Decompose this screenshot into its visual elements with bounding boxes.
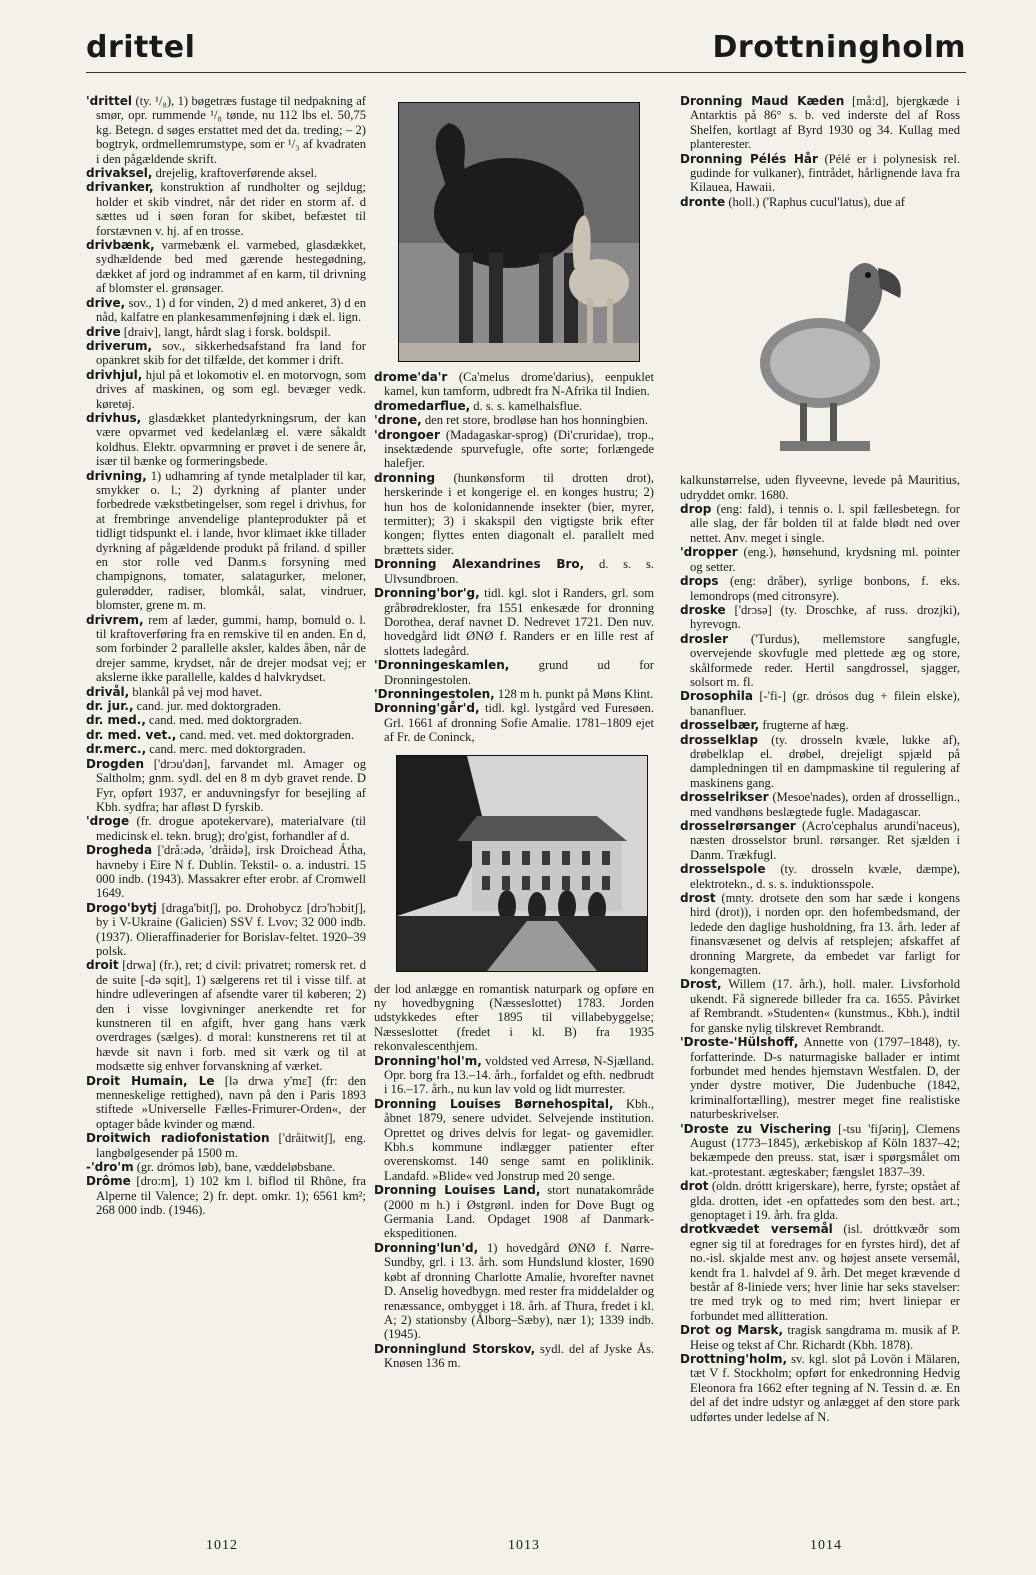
entry-text: ['dråitwitʃ], eng. langbølgesender på 1500 m. xyxy=(96,1131,366,1160)
dictionary-entry xyxy=(374,399,654,413)
entry-text: [lə drwa y'mɛ̃] (fr: den menneskelige rettighed), navn på den i Paris 1893 stiftede »Universelle Fælles-Frimurer-Orden«, der optager både kvinder og mænd. xyxy=(96,1073,367,1131)
dictionary-entry xyxy=(86,180,366,238)
entry-text: [drwa] (fr.), ret; d civil: privatret; romersk ret. d de suite [-də sqit], 1) sælgerens ret til i visse tilf. at hindre udleveringen af afsendte varer til køberen; 2) den i visse lovgivninger anerkendte ret for kunstneren til en afgift, hver gang hans værk overdrages (sælges). d moral: kunstnerens ret til at hævde sit navn i forb. med sit værk og til at modsætte sig enhver forvanskning af værket. xyxy=(96,958,366,1074)
entry-headword: drivål, xyxy=(86,684,130,699)
entry-text: sydl. del af Jyske Ås. Knøsen 136 m. xyxy=(384,1341,654,1371)
entry-text: [dro:m], 1) 102 km l. biflod til Rhône, fra Alperne til Valence; 2) fr. dept. omkr. 1); 6561 km²; 268 000 indb. (1946). xyxy=(96,1174,366,1218)
entry-text: Kbh., åbnet 1879, senere udvidet. Selvejende institution. Oprettet og drives delvis for legat- og gavemidler. Kbh.s kommune indlægger patienter efter overenskomst. 140 senge samt en poliklinik. Landafd. »Blide« ved Jonstrup med 20 senge. xyxy=(384,1096,654,1183)
dictionary-entry xyxy=(680,1179,960,1222)
entry-headword: 'dropper xyxy=(680,545,738,560)
entry-headword: drosselklap xyxy=(680,732,759,747)
dictionary-entry xyxy=(680,473,960,502)
entry-text: (ty. drosseln kvæle, dæmpe), elektrotekn., d. s. s. induktionsspole. xyxy=(690,862,960,891)
dictionary-entry xyxy=(680,891,960,977)
dictionary-entry xyxy=(680,574,960,603)
entry-headword: drosler xyxy=(680,631,729,646)
entry-text: Annette von (1797–1848), ty. forfatterinde. D-s naturmagiske ballader er intimt forbundet med hendes hjemstavn Westfalen. D, der ynder dystre motiver, Die Judenbuche (1842, kriminalfortælling), mestrer meget fine realistiske naturbeskrivelser. xyxy=(690,1035,960,1122)
dictionary-entry xyxy=(374,557,654,586)
entry-text: tidl. kgl. lystgård ved Furesøen. Grl. 1661 af dronning Sofie Amalie. 1781–1809 ejet af Fr. de Coninck, xyxy=(384,701,654,745)
dictionary-entry xyxy=(86,958,366,1073)
entry-headword: dr. jur., xyxy=(86,699,134,714)
dictionary-entry xyxy=(86,1160,366,1174)
dictionary-entry xyxy=(86,1174,366,1217)
dictionary-entry xyxy=(680,152,960,195)
entry-headword: drivanker, xyxy=(86,180,154,195)
dictionary-entry xyxy=(86,411,366,469)
entry-headword: dronte xyxy=(680,194,726,209)
entry-text: (Madagaskar-sprog) (Di'cruridae), trop., insektædende spurvefugle, ofte sorte; forlængede halefjer. xyxy=(384,427,654,471)
dodo-photo xyxy=(740,213,910,463)
column-3 xyxy=(680,94,960,1424)
entry-headword: 'Droste zu Vischering xyxy=(680,1121,832,1136)
entry-text: [må:d], bjergkæde i Antarktis på 86° s. b. ved inderste del af Ross Shelfen, kortlagt af Byrd 1930 og 34. Kullag med planterester. xyxy=(690,94,960,152)
entry-text: [draga'bitʃ], po. Drohobycz [drɔ'hɔbitʃ], by i V-Ukraine (Galicien) SSV f. Lvov; 32 000 indb. (1937). Olieraffinaderier for Borislav-feltet. 1920–39 polsk. xyxy=(96,900,366,958)
entry-headword: Drot og Marsk, xyxy=(680,1323,784,1338)
entry-headword: dronning xyxy=(374,470,436,485)
entry-text: voldsted ved Arresø, N-Sjælland. Opr. borg fra 13.–14. årh., forfaldet og efth. nedbrudt i 16.–17. årh., nu kun lav vold og lidt murrester. xyxy=(384,1053,654,1097)
dictionary-entry xyxy=(374,1241,654,1342)
column-1 xyxy=(86,94,366,1218)
entry-text: sov., sikkerhedsafstand fra land for opankret skib for det tilfælde, det kommer i drift. xyxy=(96,338,366,368)
entry-headword: drive, xyxy=(86,295,126,310)
dictionary-entry xyxy=(86,1074,366,1132)
page-number-center: 1013 xyxy=(508,1538,540,1553)
entry-headword: drome'da'r xyxy=(374,370,448,384)
dictionary-entry xyxy=(680,94,960,152)
dictionary-entry xyxy=(680,1352,960,1424)
dictionary-entry xyxy=(86,699,366,713)
entry-headword: Droitwich radiofonistation xyxy=(86,1131,270,1146)
running-head-left: drittel xyxy=(86,30,196,65)
entry-headword: drosselspole xyxy=(680,862,766,877)
entry-headword: Drogheda xyxy=(86,843,153,858)
dictionary-entry xyxy=(374,982,654,1054)
dictionary-entry xyxy=(374,471,654,557)
dromedary-photo xyxy=(398,102,640,362)
entry-headword: Dronning Maud Kæden xyxy=(680,94,845,108)
dictionary-entry xyxy=(680,1122,960,1180)
entry-text: blankål på vej mod havet. xyxy=(129,684,263,699)
entry-text: (Acro'cephalus arundi'naceus), næsten drosselstor brunl. rørsanger. Ret sjælden i Danm. Trækfugl. xyxy=(690,819,960,862)
entry-text: [-'fi-] (gr. drósos dug + filein elske), bananfluer. xyxy=(690,689,960,718)
page-number-left: 1012 xyxy=(206,1538,238,1553)
dictionary-entry xyxy=(374,428,654,471)
entry-text: (Ca'melus drome'darius), eenpuklet kamel, kun tamform, udbredt fra N-Afrika til Indien. xyxy=(384,370,654,399)
entry-headword: drop xyxy=(680,502,712,517)
entry-headword: 'Dronningestolen, xyxy=(374,686,495,701)
entry-headword: droit xyxy=(86,958,119,973)
dictionary-entry xyxy=(374,370,654,399)
header-rule xyxy=(86,72,966,73)
dictionary-entry xyxy=(680,1323,960,1352)
entry-headword: drosselrørsanger xyxy=(680,819,796,833)
dictionary-entry xyxy=(374,687,654,701)
entry-headword: driverum, xyxy=(86,338,153,353)
dictionary-entry xyxy=(86,713,366,727)
entry-text: 1) hovedgård ØNØ f. Nørre-Sundby, grl. i 13. årh. som Hundslund kloster, 1690 købt af dronning Charlotte Amalie, hvorefter navnet D. Anselig hovedbygn. med rester fra middelalder og renæssance, ombygget i 18. årh. af Thura, fredet i kl. A; 2) stationsby (Ålborg–Sæby), nær 1); 1339 indb. (1945). xyxy=(384,1240,654,1342)
dictionary-entry xyxy=(86,296,366,325)
dictionary-entry xyxy=(86,238,366,296)
entry-headword: drops xyxy=(680,574,719,589)
entry-text: (hunkønsform til drotten drot), herskerinde i et kongerige el. en konges hustru; 2) hun hos de kolonidannende insekter (bier, myrer, termitter); 3) i skakspil den vigtigste brik efter kongen; flyttes enten diagonalt el. parallelt med brættets sider. xyxy=(384,470,654,557)
entry-text: varmebænk el. varmebed, glasdækket, sydhældende bed med gærende hestegødning, dækket af jord og indrammet af en karm, til drivning af blomster el. grønsager. xyxy=(96,238,366,296)
entry-headword: drivhus, xyxy=(86,410,142,425)
entry-headword: Dronning'bor'g, xyxy=(374,586,480,601)
entry-text: [draiv], langt, hårdt slag i forsk. boldspil. xyxy=(120,324,331,339)
entry-text: ['drå:ədə, 'dråidə], irsk Droichead Átha, havneby i Eire N f. Dublin. Tekstil- o. a. industri. 15 000 indb. (1943). Massakrer efter erobr. af Cromwell 1649. xyxy=(96,843,366,901)
entry-text: Willem (17. årh.), holl. maler. Livsforhold ukendt. Få signerede billeder fra ca. 1655. Påvirket af Rembrandt. »Studenten« (kunstmus., Kbh.), indtil for ganske nylig tilskrevet Rembrandt. xyxy=(690,977,960,1035)
entry-headword: Drosophila xyxy=(680,689,753,704)
entry-headword: Dronninglund Storskov, xyxy=(374,1341,536,1356)
entry-headword: 'drongoer xyxy=(374,427,440,442)
entry-text: d. s. s. kamelhalsflue. xyxy=(470,398,583,413)
entry-headword: drosselbær, xyxy=(680,718,760,733)
entry-headword: 'Droste-'Hülshoff, xyxy=(680,1035,799,1050)
entry-headword: droske xyxy=(680,602,726,617)
entry-headword: Dronning Pélés Hår xyxy=(680,151,818,166)
entry-text: (isl. dróttkvæðr som egner sig til at foredrages for en fyrstes hird), det af no.-isl. skjalde mest anv. og højest ansete versemål, kendt fra 1. halvdel af 9. årh. Det meget krævende d består af 8-liniede vers; hver linie har seks stavelser: tre med tryk og to med rim; hvert liniepar er forbundet med allitteration. xyxy=(690,1222,960,1323)
entry-headword: Dronning Louises Børnehospital, xyxy=(374,1096,614,1111)
entry-text: (oldn. dróttt krigerskare), herre, fyrste; opstået af glda. drotten, idet -en opfattedes som den best. art.; genoptaget i 19. årh. fra glda. xyxy=(690,1179,960,1222)
dictionary-entry xyxy=(680,1035,960,1121)
dictionary-entry xyxy=(86,757,366,815)
entry-headword: Dronning Louises Land, xyxy=(374,1183,541,1198)
page-number-right: 1014 xyxy=(810,1538,842,1553)
entry-text: (Mesoe'nades), orden af drossellign., med vandhøns beslægtede fugle. Madagascar. xyxy=(690,790,960,819)
dictionary-entry xyxy=(86,728,366,742)
dictionary-entry xyxy=(680,819,960,862)
entry-text: rem af læder, gummi, hamp, bomuld o. l. til kraftoverføring fra en remskive til en anden. En d, som forbinder 2 parallelle aksler, kaldes åben, når de drejer samme, krydset, når de drejer modsat vej; er akslerne ikke parallelle, kaldes d halvkrydset. xyxy=(96,612,366,685)
entry-text: d. s. s. Ulvsundbroen. xyxy=(384,557,654,586)
entry-text: (fr. drogue apotekervare), materialvare (til medicinsk el. tekn. brug); dro'gist, forhandler af d. xyxy=(96,814,366,843)
entry-headword: Drogden xyxy=(86,756,144,771)
entry-text: stort nunatakområde (2000 m h.) i Østgrønl. inden for Dove Bugt og Germania Land. Opdaget 1908 af Danmark-ekspeditionen. xyxy=(384,1183,654,1241)
entry-headword: drot xyxy=(680,1179,709,1194)
entry-headword: Dronning'lun'd, xyxy=(374,1240,479,1255)
running-head-right: Drottningholm xyxy=(712,30,966,65)
entry-text: (Pélé er i polynesisk rel. gudinde for vulkaner), fintrådet, hårlignende lava fra Kilauea, Hawaii. xyxy=(690,151,960,195)
entry-headword: dr. med., xyxy=(86,713,146,728)
entry-headword: 'Dronningeskamlen, xyxy=(374,658,510,673)
dictionary-entry xyxy=(680,733,960,791)
dictionary-entry xyxy=(86,613,366,685)
entry-text: sov., 1) d for vinden, 2) d med ankeret, 3) d en nåd, kalfatre en plankesammenføjning i dæk el. lign. xyxy=(96,295,366,325)
dictionary-entry xyxy=(86,339,366,368)
entry-text: cand. med. med doktorgraden. xyxy=(145,713,302,728)
entry-text: cand. med. vet. med doktorgraden. xyxy=(176,727,355,742)
entry-text: der lod anlægge en romantisk naturpark og opføre en ny hovedbygning (Næsseslottet) 1783. Jorden udstykkedes efter 1895 til villabebyggelse; Næsseslottet (fredet i kl. B) fra 1935 rekonvalescenthjem. xyxy=(374,981,654,1054)
dictionary-entry xyxy=(86,742,366,756)
entry-headword: dr.merc., xyxy=(86,742,147,757)
entry-text: kalkunstørrelse, uden flyveevne, levede på Mauritius, udryddet omkr. 1680. xyxy=(680,473,960,502)
dictionary-entry xyxy=(680,502,960,545)
entry-text: (eng: dråber), syrlige bonbons, f. eks. lemondrops (med citronsyre). xyxy=(690,574,960,603)
entry-text: 128 m h. punkt på Møns Klint. xyxy=(494,686,654,701)
dictionary-entry xyxy=(374,1054,654,1097)
dronninggaard-photo xyxy=(396,755,648,972)
entry-headword: Drôme xyxy=(86,1174,131,1189)
entry-headword: Droit Humain, Le xyxy=(86,1073,215,1088)
entry-headword: Dronning Alexandrines Bro, xyxy=(374,557,585,572)
dictionary-entry xyxy=(86,166,366,180)
entry-headword: drivhjul, xyxy=(86,367,143,382)
dictionary-entry xyxy=(86,325,366,339)
entry-text: 1) udhamring af tynde metalplader til kar, smykker o. l.; 2) dyrkning af planter under forbedrede vækstbetingelser, som regel i drivhus, for at frembringe anvendelige planteprodukter på et tidligt tidspunkt el. i lande, hvor klimaet ikke tillader dyrkning af pågældende produkt på friland. d spiller en stor rolle ved Danm.s forsyning med champignons, tomater, salatagurker, meloner, gulerødder, radiser, blomkål, salat, vindruer, blomster, grene m. m. xyxy=(96,468,366,613)
dictionary-entry xyxy=(86,843,366,901)
entry-headword: drost xyxy=(680,891,716,906)
entry-text: konstruktion af rundholter og sejldug; holder et skib vindret, når det rider en storm af. d sættes ud i søen foran for skibet, befæstet til forstævnen v. hj. af en trosse. xyxy=(96,180,366,238)
entry-text: grund ud for Dronningestolen. xyxy=(384,658,654,687)
entry-headword: drivrem, xyxy=(86,612,144,627)
entry-text: (ty. ¹/₈), 1) bøgetræs fustage til nedpakning af smør, opr. rummende ¹/₈ tønde, nu 112 lbs el. 50,75 kg. Betegn. d søges erstattet med det da. treding; – 2) bogtryk, ordmellemrumstype, som er ¹/₃ af kvadraten i den pågældende skrift. xyxy=(96,94,366,166)
entry-headword: Drost, xyxy=(680,977,722,992)
dictionary-entry xyxy=(680,632,960,690)
dictionary-entry xyxy=(374,701,654,744)
dictionary-entry xyxy=(374,1342,654,1371)
entry-text: (mnty. drotsete den som har sæde i kongens hird (drot)), i norden opr. den hofembedsmand, der ledede den daglige husholdning, fra 13. årh. leder af finansvæsenet og delvis af retsplejen; afskaffet af dronning Margrete, da embedet var farligt for kongemagten. xyxy=(690,891,960,978)
dictionary-entry xyxy=(86,94,366,166)
entry-text: frugterne af hæg. xyxy=(759,718,849,733)
entry-headword: Drottning'holm, xyxy=(680,1352,788,1367)
entry-text: (eng.), hønsehund, krydsning ml. pointer og setter. xyxy=(690,545,960,574)
dictionary-entry xyxy=(374,413,654,427)
entry-headword: drotkvædet versemål xyxy=(680,1222,833,1237)
column-2 xyxy=(374,94,654,1371)
dictionary-entry xyxy=(680,790,960,819)
entry-headword: Drogo'bytj xyxy=(86,900,157,915)
entry-headword: 'drittel xyxy=(86,94,133,108)
dictionary-entry xyxy=(86,901,366,959)
entry-text: (eng: fald), i tennis o. l. spil fællesbetegn. for alle slag, der får bolden til at falde blødt ned over nettet. Anv. meget i single. xyxy=(690,502,960,545)
entry-headword: Dronning'hol'm, xyxy=(374,1053,482,1068)
entry-headword: 'drone, xyxy=(374,413,422,428)
dictionary-entry xyxy=(680,718,960,732)
dictionary-entry xyxy=(374,1097,654,1183)
entry-headword: drivaksel, xyxy=(86,166,153,181)
dictionary-entry xyxy=(680,689,960,718)
dictionary-entry xyxy=(86,469,366,613)
entry-headword: drivbænk, xyxy=(86,238,155,253)
dictionary-entry xyxy=(680,195,960,209)
entry-text: hjul på et lokomotiv el. en motorvogn, som drives af maskinen, og som egl. bevæger vedk. køretøj. xyxy=(96,367,366,411)
dictionary-entry xyxy=(680,545,960,574)
entry-headword: dromedarflue, xyxy=(374,398,471,413)
entry-text: (ty. drosseln kvæle, lukke af), drøbelklap el. drøbel, drejeligt spjæld på dampledningen til en dampmaskine til regulering af maskinens gang. xyxy=(690,732,960,790)
entry-text: den ret store, brodløse han hos honningbien. xyxy=(421,413,648,428)
entry-text: (gr. drómos løb), bane, væddeløbsbane. xyxy=(133,1160,336,1175)
dictionary-entry xyxy=(374,1183,654,1241)
dictionary-entry xyxy=(374,586,654,658)
dictionary-entry xyxy=(680,862,960,891)
entry-text: (holl.) ('Raphus cucul'latus), due af xyxy=(725,194,905,209)
entry-text: ['drɔsə] (ty. Droschke, af russ. drozjki), hyrevogn. xyxy=(690,602,960,632)
entry-text: glasdækket plantedyrkningsrum, der kan være opvarmet ved kedelanlæg el. være såkaldt koldhus. Elektr. opvarmning er prøvet i de senere år, især til bænke og formeringsbede. xyxy=(96,410,366,469)
dictionary-entry xyxy=(680,1222,960,1323)
entry-headword: drive xyxy=(86,324,121,339)
entry-text: [-tsu 'fiʃəriŋ], Clemens August (1773–1845), ærkebiskop af Köln 1837–42; bekæmpede den preuss. stat, især i spørgsmålet om kat.-protestant. ægteskaber; fængslet 1837–39. xyxy=(690,1121,960,1179)
entry-text: cand. jur. med doktorgraden. xyxy=(133,699,282,714)
entry-headword: dr. med. vet., xyxy=(86,727,177,742)
dictionary-entry xyxy=(86,685,366,699)
entry-headword: -'dro'm xyxy=(86,1160,134,1175)
entry-text: cand. merc. med doktorgraden. xyxy=(146,742,306,757)
entry-text: tragisk sangdrama m. musik af P. Heise og tekst af Chr. Richardt (Kbh. 1878). xyxy=(690,1323,960,1352)
entry-headword: 'droge xyxy=(86,814,130,829)
entry-text: tidl. kgl. slot i Randers, grl. som gråbrødrekloster, fra 1551 enkesæde for dronning Dorothea, deraf navnet D. Nedrevet 1721. Den nuv. hovedgård lidt ØNØ f. Randers er en lille rest af slottets ladegård. xyxy=(384,586,654,658)
entry-headword: drivning, xyxy=(86,468,147,483)
dictionary-entry xyxy=(86,814,366,843)
dictionary-entry xyxy=(86,1131,366,1160)
entry-text: drejelig, kraftoverførende aksel. xyxy=(152,166,318,181)
dictionary-entry xyxy=(86,368,366,411)
dictionary-entry xyxy=(680,603,960,632)
entry-text: sv. kgl. slot på Lovön i Mälaren, tæt V f. Stockholm; opført for enkedronning Hedvig Eleonora fra 1662 efter tegning af N. Tessin d. æ. En del af det indre udstyr og anlægget af den store park udførtes under ledelse af N. xyxy=(690,1352,960,1424)
entry-headword: Dronning'går'd, xyxy=(374,701,480,716)
dictionary-entry xyxy=(680,977,960,1035)
entry-text: ['drɔu'dən], farvandet ml. Amager og Saltholm; gnm. sydl. del en 8 m dyb gravet rende. D Fyr, opført 1937, er anduvningsfyr for besejling af Kbh. sydfra; har afløst D fyrskib. xyxy=(96,756,366,814)
entry-headword: drosselrikser xyxy=(680,790,769,805)
dictionary-entry xyxy=(374,658,654,687)
entry-text: ('Turdus), mellemstore sangfugle, overvejende skovfugle med plettede æg og store, skålformede reder. Hertil sangdrossel, sjagger, solsort m. fl. xyxy=(690,631,960,689)
